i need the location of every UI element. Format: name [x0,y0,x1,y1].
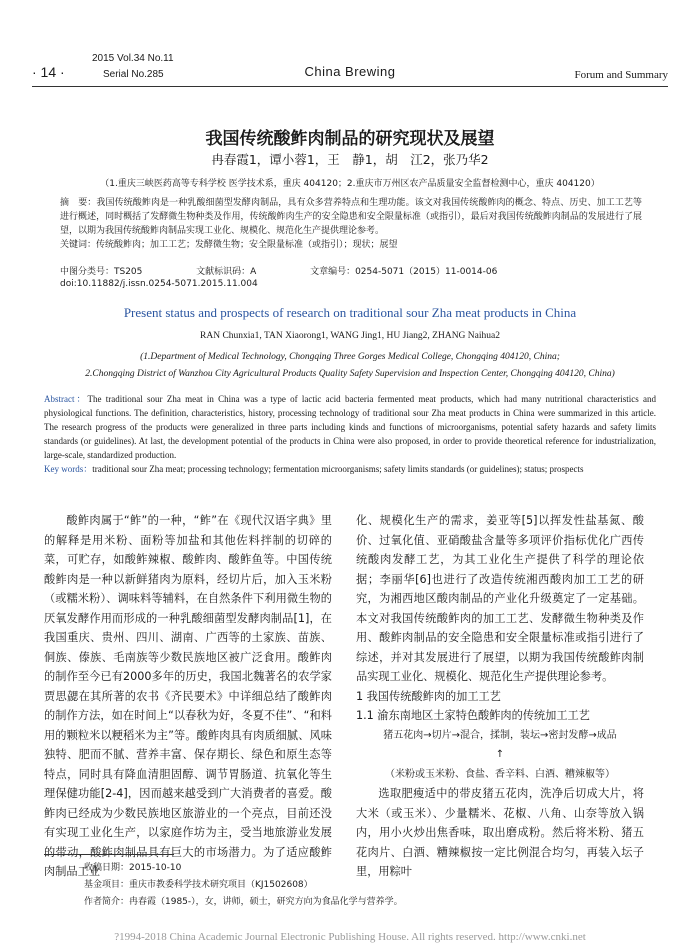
body-column-left [44,511,332,882]
body-column-right [356,511,644,882]
keywords-en-text: traditional sour Zha meat; processing technology; fermentation microorganisms; safety limits standards (or guidelines); status; prospects [92,464,584,474]
paper-title-en: Present status and prospects of research on traditional sour Zha meat products in China [123,305,577,320]
abstract-en [44,392,656,476]
journal-name: China Brewing [304,64,396,79]
footnote-author: 作者简介：冉春霞（1985-），女，讲师，硕士，研究方向为食品化学与营养学。 [84,897,403,907]
affiliation-cn: （1.重庆三峡医药高等专科学校 医学技术系，重庆 404120；2.重庆市万州区农产品质量安全监督检测中心，重庆 404120） [100,179,600,189]
section-heading-1: 1 我国传统酸鲊肉的加工工艺 [356,689,501,703]
body-paragraph: 选取肥瘦适中的带皮猪五花肉，洗净后切成大片，将大米（或玉米）、少量糯米、花椒、八角、山奈等放入锅内，用小火炒出焦香味，取出磨成粉。然后将米粉、猪五花肉片、白酒、糟辣椒按一定比例混合均匀，再装入坛子里，用粽叶 [356,787,644,878]
footnote-rule [44,854,174,855]
copyright-notice: ?1994-2018 China Academic Journal Electronic Publishing House. All rights reserved. http://www.cnki.net [114,931,586,943]
abstract-en-paragraph [44,392,656,462]
affiliation-en-1: (1.Department of Medical Technology, Chongqing Three Gorges Medical College, Chongqing 404120, China; [140,352,560,362]
header-rule [32,86,668,87]
affiliation-en-2: 2.Chongqing District of Wanzhou City Agricultural Products Quality Safety Supervision and Inspection Center, Chongqing 404120, China) [85,369,615,379]
classification-row [60,264,497,277]
article-number: 文章编号：0254-5071（2015）11-0014-06 [310,267,498,277]
journal-volume: 2015 Vol.34 No.11 [92,53,174,64]
abstract-en-text: The traditional sour Zha meat in China was a type of lactic acid bacteria fermented meat products, which had many nutritional characteristics and physiological functions. The definition, characteristics, history, processing technology of traditional sour Zha meat products in China were summarized in this article. The research progress of the products were generalized in three parts including kinds and functions of microorganisms, potential safety hazards and safety limits standards (or guidelines). At last, the development potential of the products in China were also proposed, in order to provide theoretical reference for industrialization, large-scale, standardized production. [44,394,656,460]
section-name: Forum and Summary [574,69,668,81]
journal-serial: Serial No.285 [103,69,164,80]
process-flow-line: 猪五花肉→切片→混合，揉制，装坛→密封发酵→成品 [383,729,617,741]
abstract-cn [60,196,642,252]
authors-en: RAN Chunxia1, TAN Xiaorong1, WANG Jing1, HU Jiang2, ZHANG Naihua2 [200,331,500,341]
doi: doi:10.11882/j.issn.0254-5071.2015.11.004 [60,279,258,289]
footnote-received: 收稿日期：2015-10-10 [84,863,182,873]
document-code: 文献标识码：A [196,267,257,277]
keywords-en-paragraph [44,462,656,476]
page-number: · 14 · [32,64,65,80]
keywords-en-label: Key words： [44,464,93,474]
section-heading-1-1: 1.1 渝东南地区土家特色酸鲊肉的传统加工工艺 [356,709,590,722]
abstract-cn-text: 摘 要：我国传统酸鲊肉是一种乳酸细菌型发酵肉制品，具有众多营养特点和生理功能。该文对我国传统酸鲊肉的概念、特点、历史、加工工艺等进行概述，同时概括了发酵微生物种类及作用，传统酸鲊肉生产的安全隐患和安全限量标准（或指引），最后对我国传统酸鲊肉制品的发展进行了展望，以期为我国传统酸鲊肉制品实现工业化、规模化、规范化生产提供理论参考。 [60,198,642,236]
clc-number: 中图分类号：TS205 [60,267,143,277]
process-flow-arrow: ↑ [495,749,505,760]
authors-cn: 冉春霞1，谭小蓉1，王 静1，胡 江2，张乃华2 [211,152,489,167]
body-paragraph: 化、规模化生产的需求，姜亚等[5]以挥发性盐基氮、酸价、过氧化值、亚硝酸盐含量等多项评价指标优化广西传统酸肉发酵工艺，为其工业化生产提供了科学的理论依据；李丽华[6]也进行了改造传统湘西酸肉加工工艺的研究，为湘西地区酸肉制品的产业化升级奠定了一定基础。本文对我国传统酸鲊肉的加工工艺、发酵微生物种类及作用、酸鲊肉制品的安全隐患和安全限量标准或指引进行了综述，并对其发展进行了展望，以期为我国传统酸鲊肉制品实现工业化、规模化、规范化生产提供理论参考。 [356,514,644,683]
keywords-cn: 关键词：传统酸鲊肉；加工工艺；发酵微生物；安全限量标准（或指引）；现状；展望 [60,240,398,250]
abstract-en-label: Abstract： [44,394,88,404]
process-flow-inputs: （米粉或玉米粉、食盐、香辛料、白酒、糟辣椒等） [385,768,615,780]
body-paragraph: 酸鲊肉属于“鲊”的一种，“鲊”在《现代汉语字典》里的解释是用米粉、面粉等加盐和其他佐料拌制的切碎的菜，可贮存，如酸鲊辣椒、酸鲊肉、酸鲊鱼等。中国传统酸鲊肉是一种以新鲜猪肉为原料，经切片后，加入玉米粉（或糯米粉）、调味料等辅料，在自然条件下利用微生物的厌氧发酵作用而形成的一种乳酸细菌型发酵肉制品[1]，在我国重庆、贵州、四川、湖南、广西等的土家族、苗族、侗族、傣族、毛南族等少数民族地区被广泛食用。酸鲊肉的制作至今已有2000多年的历史，我国北魏著名的农学家贾思勰在其所著的农书《齐民要术》中详细总结了酸鲊肉的制作方法，如在时间上“以春秋为好，冬夏不佳”、“和料用的颗粒米以粳稻米为主”等。酸鲊肉具有肉质细腻、风味独特、肥而不腻、营养丰富、保存期长、绿色和原生态等特点，同时具有降血清胆固醇、调节胃肠道、抗氧化等生理保健功能[2-4]，因而越来越受到广大消费者的喜爱。酸鲊肉已经成为少数民族地区旅游业的一个亮点，目前还没有实现工业化生产，以家庭作坊为主，受当地旅游业发展的带动，酸鲊肉制品具有巨大的市场潜力。为了适应酸鲊肉制品工业 [44,514,332,878]
footnote-fund: 基金项目：重庆市教委科学技术研究项目（KJ1502608） [84,880,313,890]
paper-title-cn: 我国传统酸鲊肉制品的研究现状及展望 [205,129,495,149]
